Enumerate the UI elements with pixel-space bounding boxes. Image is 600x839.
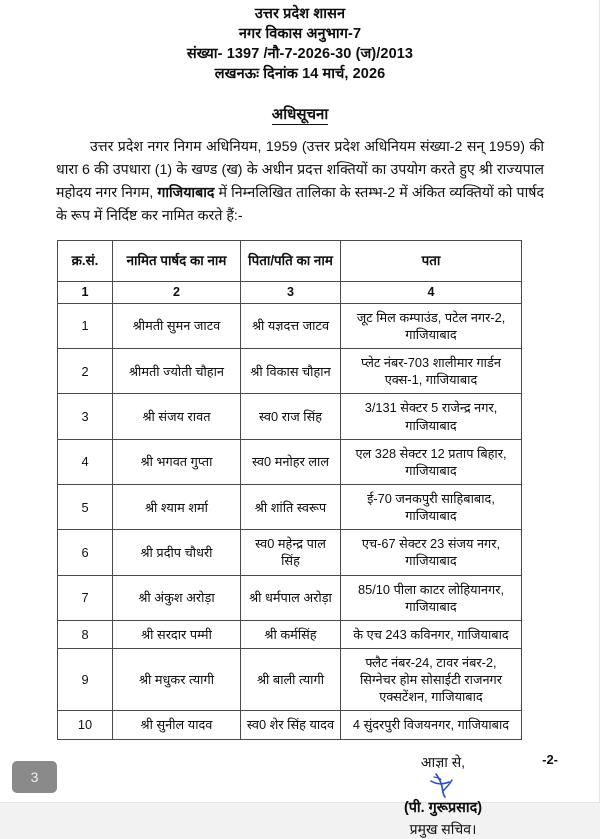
cell-serial: 6 [58,530,113,575]
cell-address: के एच 243 कविनगर, गाजियाबाद [341,620,522,648]
table-header-row [58,241,522,282]
cell-serial: 7 [58,575,113,620]
body-text-part-2: में निम्नलिखित तालिका के स्तम्भ-2 में अंकित व्यक्तियों को पार्षद के रूप में निर्दिष्ट कर नामित करते हैं:- [56,185,544,224]
table-row [58,303,522,348]
header-line-place-date: लखनऊः दिनांक 14 मार्च, 2026 [214,66,386,82]
table-row [58,394,522,439]
column-number-3: 3 [241,281,341,303]
cell-relation: श्री विकास चौहान [241,349,341,394]
cell-address: जूट मिल कम्पाउंड, पटेल नगर-2, गाजियाबाद [341,303,522,348]
cell-address: प्लेट नंबर-703 शालीमार गार्डन एक्स-1, गाजियाबाद [341,349,522,394]
body-text-part-1: उत्तर प्रदेश नगर निगम अधिनियम, 1959 (उत्तर प्रदेश अधिनियम संख्या-2 सन् 1959) की धारा 6 की उपधारा (1) के खण्ड (ख) के अधीन प्रदत्त शक्तियों का उपयोग करते हुए श्री राज्यपाल महोदय नगर निगम, [56,139,544,201]
councillor-table [57,240,522,740]
cell-serial: 3 [58,394,113,439]
page-number-badge[interactable]: 3 [12,761,57,793]
cell-relation: श्री यज्ञदत्त जाटव [241,303,341,348]
cell-relation: स्व0 महेन्द्र पाल सिंह [241,530,341,575]
header-line-government: उत्तर प्रदेश शासन [254,6,346,22]
councillor-table-body [58,303,522,739]
header-line-reference-number: संख्या- 1397 /नौ-7-2026-30 (ज)/2013 [186,46,414,62]
column-header-address: पता [341,241,522,282]
column-number-4: 4 [341,281,522,303]
column-header-councillor-name: नामित पार्षद का नाम [113,241,241,282]
cell-address: ई-70 जनकपुरी साहिबाबाद, गाजियाबाद [341,484,522,529]
cell-name: श्री भगवत गुप्ता [113,439,241,484]
councillor-table-container [57,240,521,740]
cell-serial: 9 [58,648,113,710]
table-row [58,711,522,739]
cell-relation: स्व0 राज सिंह [241,394,341,439]
cell-address: 3/131 सेक्टर 5 राजेन्द्र नगर, गाजियाबाद [341,394,522,439]
column-number-1: 1 [58,281,113,303]
column-header-father-husband-name: पिता/पति का नाम [241,241,341,282]
table-row [58,484,522,529]
cell-address: 4 सुंदरपुरी विजयनगर, गाजियाबाद [341,711,522,739]
document-header [0,0,600,84]
cell-serial: 8 [58,620,113,648]
signature-from-label: आज्ञा से, [420,753,466,770]
header-line-department: नगर विकास अनुभाग-7 [238,26,362,42]
cell-serial: 2 [58,349,113,394]
signature-block [318,752,568,839]
cell-address: एल 328 सेक्टर 12 प्रताप बिहार, गाजियाबाद [341,439,522,484]
table-row [58,530,522,575]
table-row [58,439,522,484]
table-column-number-row [58,281,522,303]
cell-address: फ्लैट नंबर-24, टावर नंबर-2, सिग्नेचर होम सोसाईटी राजनगर एक्सटेंशन, गाजियाबाद [341,648,522,710]
cell-name: श्री श्याम शर्मा [113,484,241,529]
cell-address: एच-67 सेक्टर 23 संजय नगर, गाजियाबाद [341,530,522,575]
cell-relation: श्री बाली त्यागी [241,648,341,710]
column-header-serial: क्र.सं. [58,241,113,282]
cell-name: श्री सरदार पम्मी [113,620,241,648]
cell-serial: 4 [58,439,113,484]
table-row [58,620,522,648]
cell-name: श्री प्रदीप चौधरी [113,530,241,575]
cell-name: श्री संजय रावत [113,394,241,439]
cell-relation: स्व0 मनोहर लाल [241,439,341,484]
signatory-name: (पी. गुरूप्रसाद) [403,799,483,816]
cell-address: 85/10 पीला काटर लोहियानगर, गाजियाबाद [341,575,522,620]
cell-serial: 10 [58,711,113,739]
table-row [58,575,522,620]
cell-name: श्रीमती ज्योती चौहान [113,349,241,394]
body-city-name: गाजियाबाद [157,185,215,201]
cell-name: श्रीमती सुमन जाटव [113,303,241,348]
cell-relation: श्री कर्मसिंह [241,620,341,648]
cell-name: श्री अंकुश अरोड़ा [113,575,241,620]
cell-relation: श्री शांति स्वरूप [241,484,341,529]
notification-title [0,104,600,124]
signature-ink-mark [318,772,568,798]
table-row [58,349,522,394]
cell-name: श्री मधुकर त्यागी [113,648,241,710]
cell-serial: 1 [58,303,113,348]
cell-serial: 5 [58,484,113,529]
table-row [58,648,522,710]
signatory-designation: प्रमुख सचिव। [409,820,477,837]
notification-title-text: अधिसूचना [271,106,329,123]
column-number-2: 2 [113,281,241,303]
cell-name: श्री सुनील यादव [113,711,241,739]
page-number-marker: -2- [542,752,558,767]
cell-relation: स्व0 शेर सिंह यादव [241,711,341,739]
notification-body-paragraph [56,136,544,228]
cell-relation: श्री धर्मपाल अरोड़ा [241,575,341,620]
